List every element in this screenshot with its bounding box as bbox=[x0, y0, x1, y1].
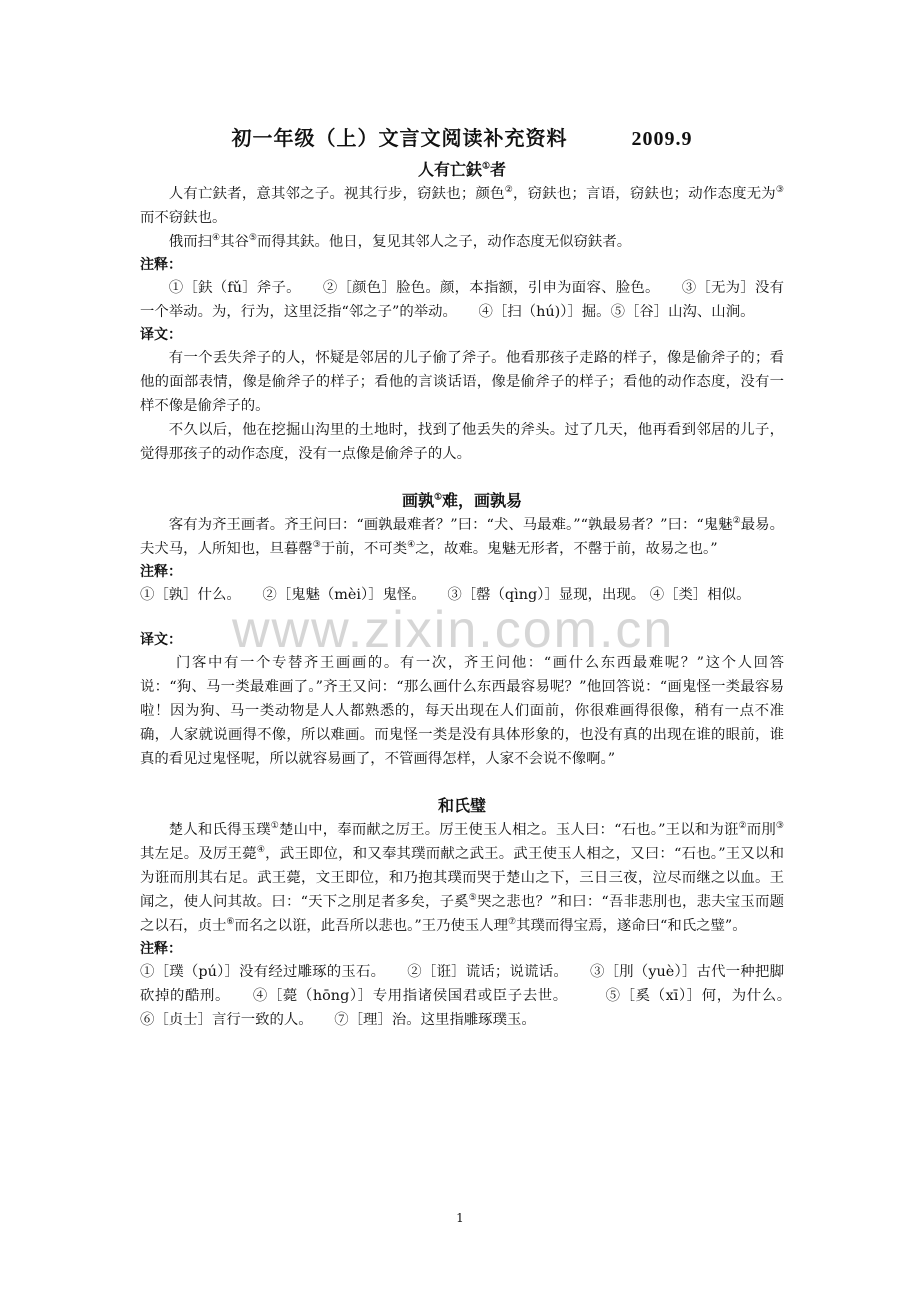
story2-notes: ①［孰］什么。 ②［鬼魅（mèi）］鬼怪。 ③［罄（qìng）］显现，出现。 ④［类］相似。 bbox=[140, 587, 751, 603]
story1-paragraph-2: 俄而扫④其谷⑤而得其鈇。他日，复见其邻人之子，动作态度无似窃鈇者。 bbox=[168, 233, 632, 250]
story1-notes: ①［鈇（fǔ］斧子。 ②［颜色］脸色。颜，本指额，引申为面容、脸色。 ③［无为］没有一个举动。为，行为，这里泛指“邻之子”的举动。 ④［扫（hú)）］掘。⑤［谷］山沟、山涧。 bbox=[140, 280, 784, 320]
story1-paragraph-1: 人有亡鈇者，意其邻之子。视其行步，窃鈇也；颜色②，窃鈇也；言语，窃鈇也；动作态度无为③而不窃鈇也。 bbox=[140, 185, 784, 226]
story3-notes-label: 注释： bbox=[140, 941, 182, 957]
title-text: 初一年级（上）文言文阅读补充资料 bbox=[231, 126, 568, 150]
document-page bbox=[140, 122, 813, 1032]
story2-translation: 门客中有一个专替齐王画画的。有一次，齐王问他：“画什么东西最难呢？”这个人回答说：“狗、马一类最难画了。”齐王又问：“那么画什么东西最容易呢？”他回答说：“画鬼怪一类最容易啦！因为狗、马一类动物是人人都熟悉的，每天出现在人们面前，你很难画得很像，稍有一点不准确，人家就说画得不像，所以难画。而鬼怪一类是没有具体形象的，也没有真的出现在谁的眼前，谁真的看见过鬼怪呢，所以就容易画了，不管画得怎样，人家不会说不像啊。” bbox=[140, 655, 784, 767]
story2-paragraph-1: 客有为齐王画者。齐王问曰：“画孰最难者？”曰：“犬、马最难。”“孰最易者？”曰：“鬼魅②最易。夫犬马，人所知也，旦暮罄③于前，不可类④之，故难。鬼魅无形者，不罄于前，故易之也。” bbox=[140, 516, 784, 557]
story1-translation-2: 不久以后，他在挖掘山沟里的土地时，找到了他丢失的斧头。过了几天，他再看到邻居的儿子，觉得那孩子的动作态度，没有一点像是偷斧子的人。 bbox=[140, 422, 784, 462]
page-number: 1 bbox=[456, 1211, 464, 1225]
story1-translation-1: 有一个丢失斧子的人，怀疑是邻居的儿子偷了斧子。他看那孩子走路的样子，像是偷斧子的；看他的面部表情，像是偷斧子的样子；看他的言谈话语，像是偷斧子的样子；看他的动作态度，没有一样不像是偷斧子的。 bbox=[140, 350, 784, 414]
story1-title: 人有亡鈇①者 bbox=[417, 160, 507, 179]
story2-notes-label: 注释： bbox=[140, 564, 182, 580]
story2-translation-label: 译文： bbox=[140, 632, 182, 648]
story1-notes-label: 注释： bbox=[140, 257, 182, 273]
story2-title: 画孰①难，画孰易 bbox=[401, 491, 523, 510]
story1-translation-label: 译文： bbox=[140, 327, 182, 343]
document-title bbox=[140, 122, 784, 151]
watermark: www.zixin.com.cn bbox=[232, 601, 675, 659]
story3-notes: ①［璞（pú）］没有经过雕琢的玉石。 ②［诳］谎话；说谎话。 ③［刖（yuè）］古代一种把脚砍掉的酷刑。 ④［薨（hōng）］专用指诸侯国君或臣子去世。 ⑤［奚（xī）］何，为什么。 ⑥［贞士］言行一致的人。 ⑦［理］治。这里指雕琢璞玉。 bbox=[140, 964, 813, 1028]
title-year: 2009.9 bbox=[631, 128, 693, 150]
story3-paragraph-1: 楚人和氏得玉璞①楚山中，奉而献之厉王。厉王使玉人相之。玉人曰：“石也。”王以和为诳②而刖③其左足。及厉王薨④，武王即位，和又奉其璞而献之武王。武王使玉人相之，又曰：“石也。”王又以和为诳而刖其右足。武王薨，文王即位，和乃抱其璞而哭于楚山之下，三日三夜，泣尽而继之以血。王闻之，使人问其故。曰：“天下之刖足者多矣，子奚⑤哭之悲也？”和曰：“吾非悲刖也，悲夫宝玉而题之以石，贞士⑥而名之以诳，此吾所以悲也。”王乃使玉人理⑦其璞而得宝焉，遂命曰“和氏之璧”。 bbox=[140, 821, 784, 934]
story3-title: 和氏璧 bbox=[437, 796, 486, 815]
